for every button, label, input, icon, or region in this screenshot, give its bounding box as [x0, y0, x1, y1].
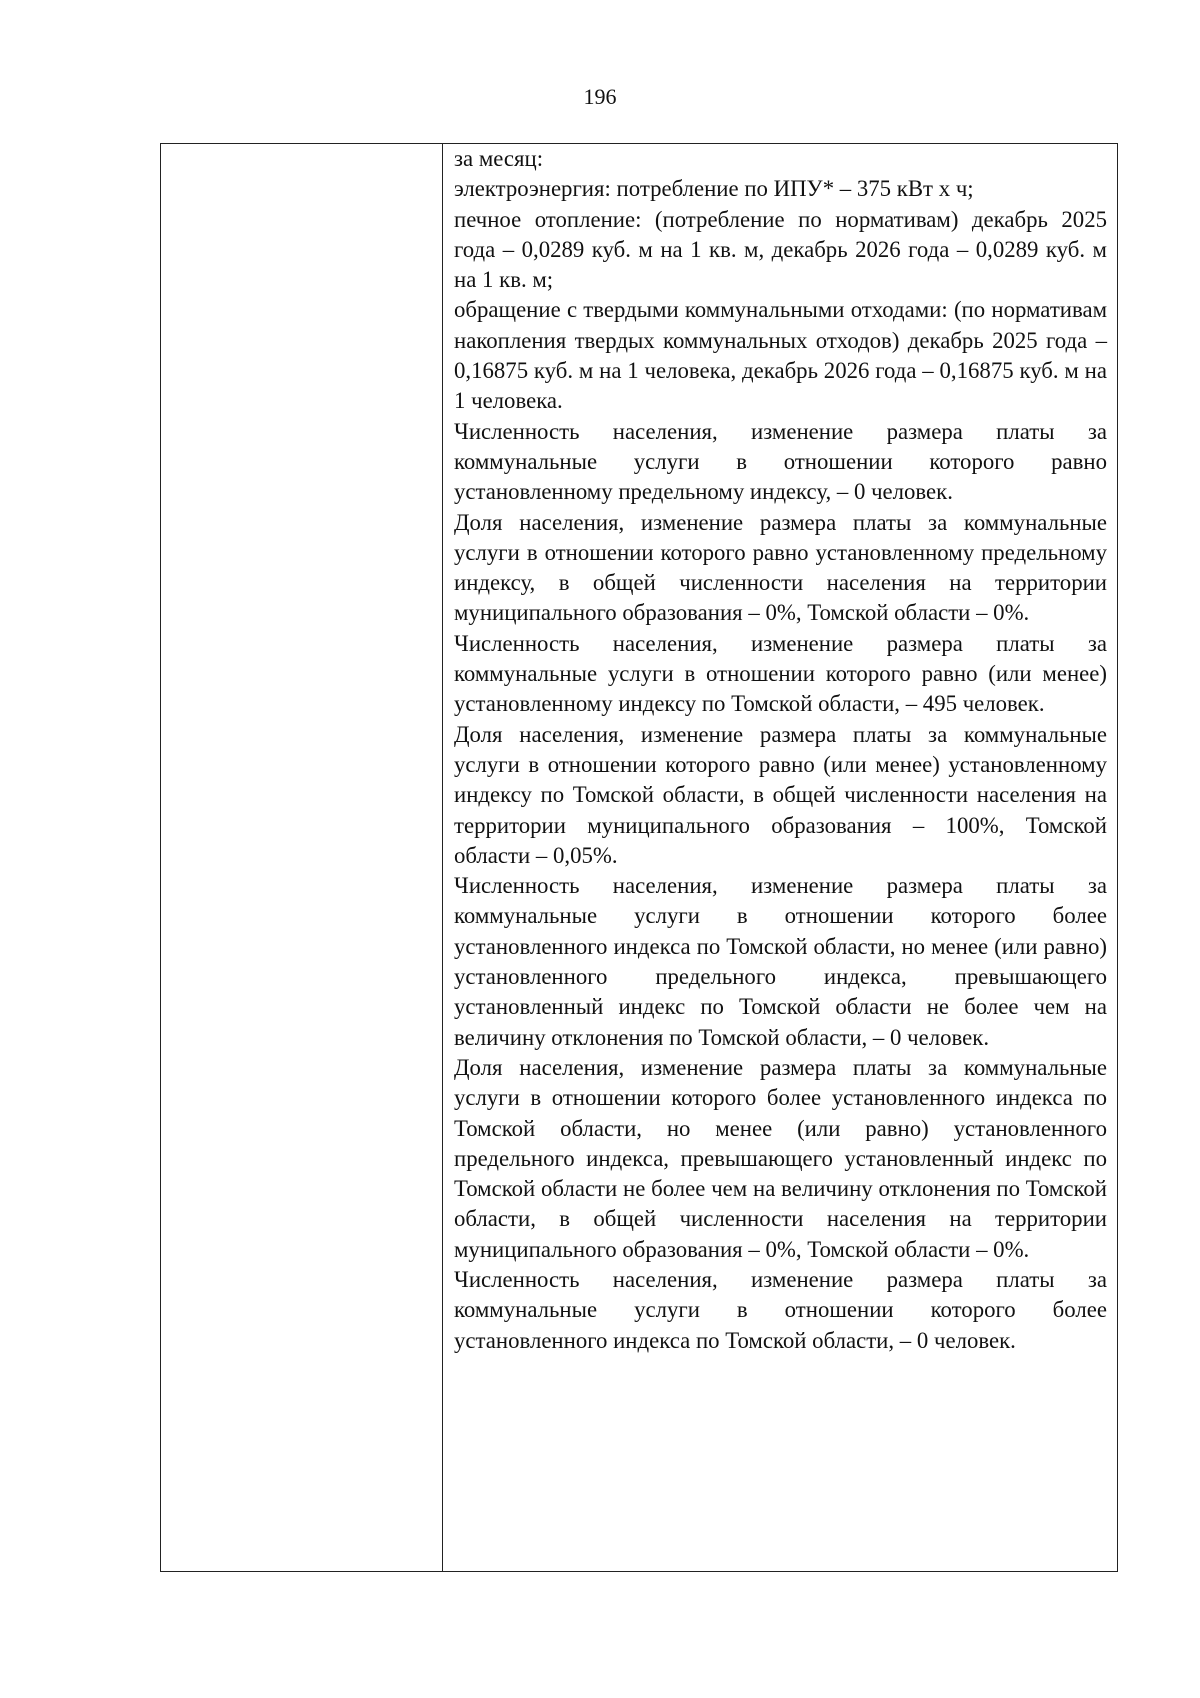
paragraph-share-deviation: Доля населения, изменение размера платы за коммунальные услуги в отношении которого более установленного индекса по Томской области, но менее (или равно) установленного предельного индекса, превышающего установленный индекс по Томской области не более чем на величину отклонения по Томской области, в общей численности населения на территории муниципального образования – 0%, Томской области – 0%.: [454, 1054, 1107, 1262]
paragraph-period: за месяц:: [454, 146, 544, 171]
page-number: 196: [583, 84, 617, 109]
table-left-cell: [161, 144, 443, 1571]
paragraph-solid-waste: обращение с твердыми коммунальными отходами: (по нормативам накопления твердых коммунальных отходов) декабрь 2025 года – 0,16875 куб. м на 1 человека, декабрь 2026 года – 0,16875 куб. м на 1 человека.: [454, 297, 1107, 414]
paragraph-share-regional-index: Доля населения, изменение размера платы за коммунальные услуги в отношении которого равно (или менее) установленному индексу по Томской области, в общей численности населения на территории муниципального образования – 100%, Томской области – 0,05%.: [454, 721, 1107, 868]
paragraph-share-limit-index: Доля населения, изменение размера платы за коммунальные услуги в отношении которого равно установленному предельному индексу, в общей численности населения на территории муниципального образования – 0%, Томской области – 0%.: [454, 509, 1107, 626]
paragraph-population-regional-index: Численность населения, изменение размера платы за коммунальные услуги в отношении которого равно (или менее) установленному индексу по Томской области, – 495 человек.: [454, 630, 1107, 717]
content-table: [160, 143, 1118, 1572]
paragraph-electricity: электроэнергия: потребление по ИПУ* – 375 кВт х ч;: [454, 176, 974, 202]
paragraph-stove-heating: печное отопление: (потребление по нормативам) декабрь 2025 года – 0,0289 куб. м на 1 кв. м, декабрь 2026 года – 0,0289 куб. м на 1 кв. м;: [454, 206, 1107, 293]
table-right-cell: [443, 144, 1117, 1571]
paragraph-population-above-index: Численность населения, изменение размера платы за коммунальные услуги в отношении которого более установленного индекса по Томской области, – 0 человек.: [454, 1266, 1107, 1353]
paragraph-population-deviation: Численность населения, изменение размера платы за коммунальные услуги в отношении которого более установленного индекса по Томской области, но менее (или равно) установленного предельного индекса, превышающего установленный индекс по Томской области не более чем на величину отклонения по Томской области, – 0 человек.: [454, 873, 1107, 1050]
paragraph-population-limit-index: Численность населения, изменение размера платы за коммунальные услуги в отношении которого равно установленному предельному индексу, – 0 человек.: [454, 418, 1107, 505]
